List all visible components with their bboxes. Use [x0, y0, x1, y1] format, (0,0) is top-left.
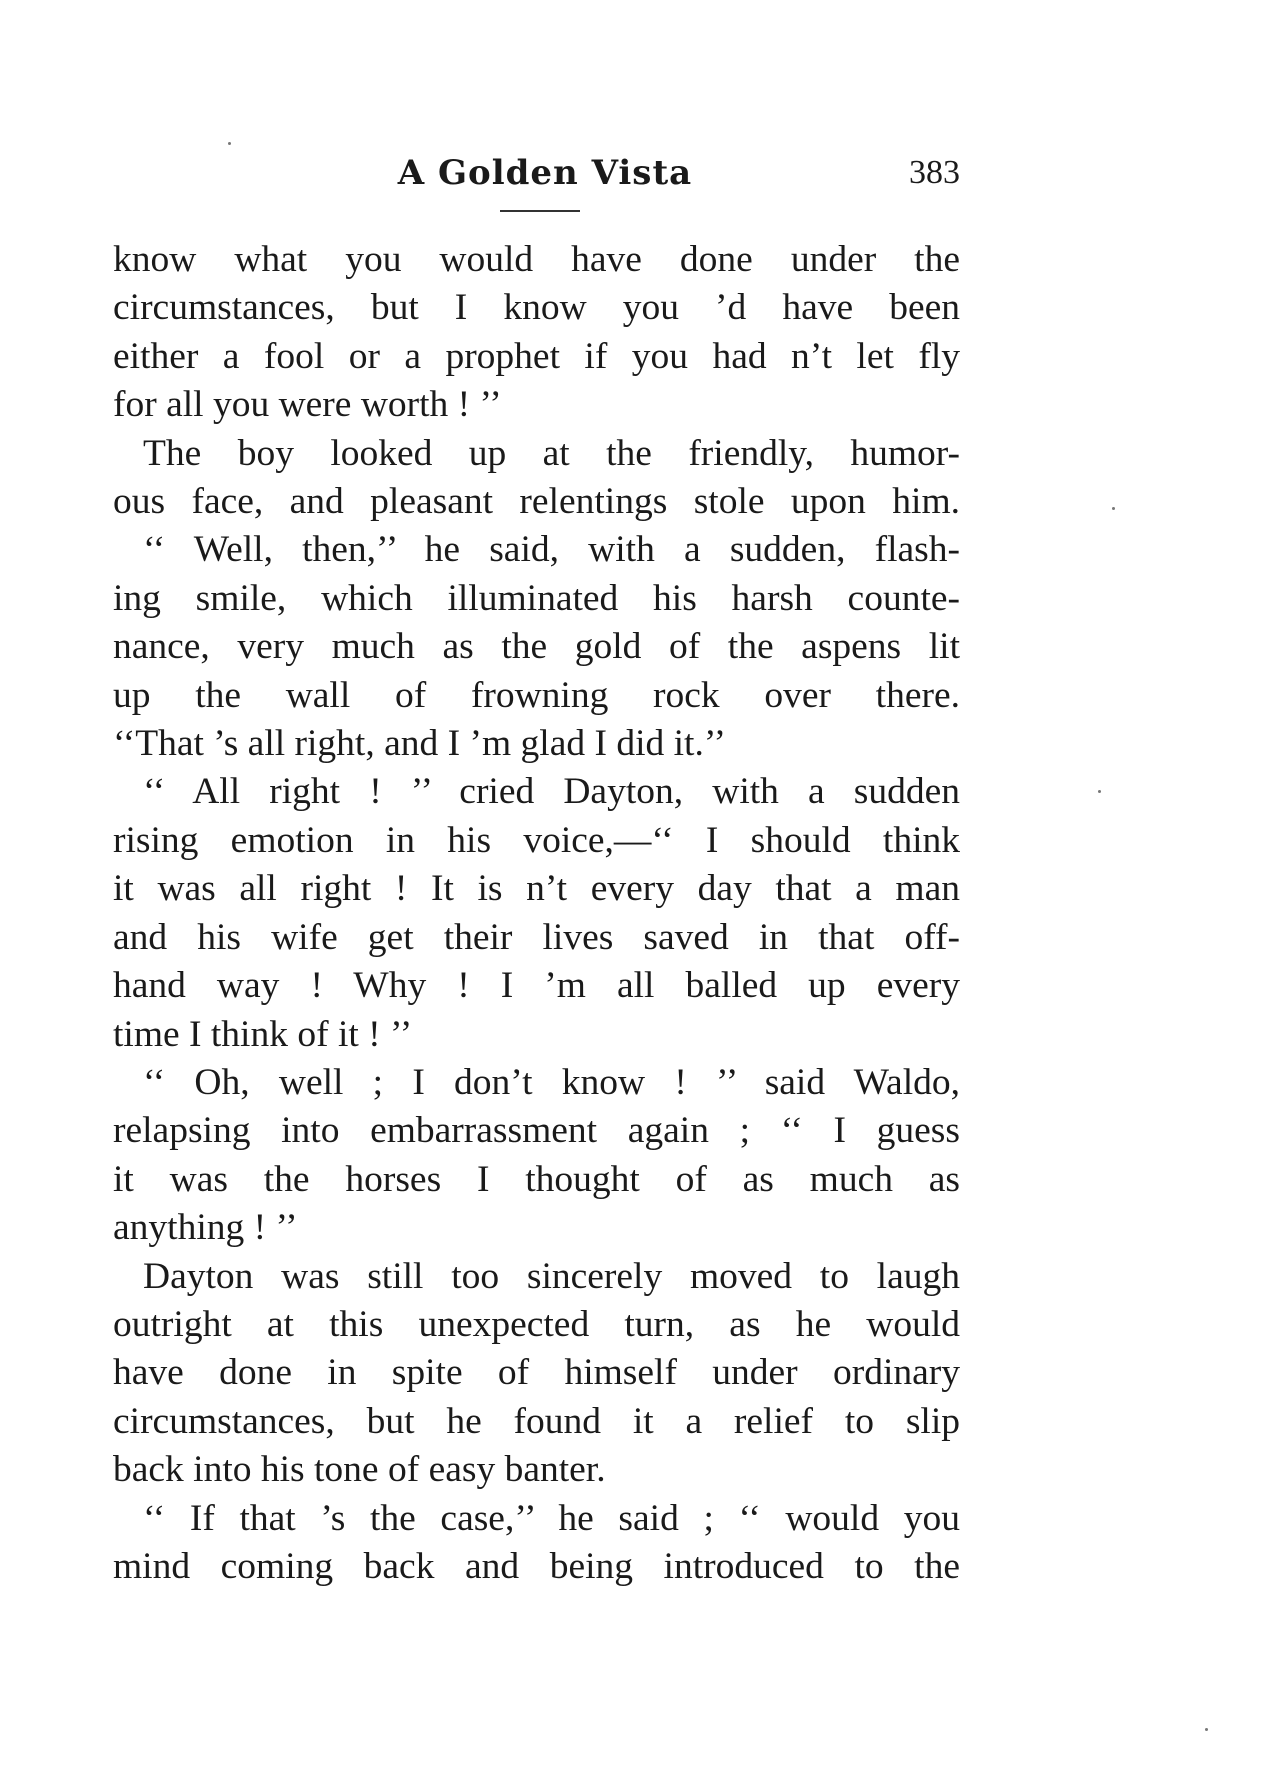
text-line: it was all right ! It is n’t every day that a man	[113, 868, 960, 910]
text-line: time I think of it ! ’’	[113, 1013, 413, 1055]
text-line: ing smile, which illuminated his harsh counte-	[113, 577, 960, 619]
text-line: rising emotion in his voice,—‘‘ I should think	[113, 819, 960, 861]
text-line: have done in spite of himself under ordinary	[113, 1352, 960, 1394]
text-line: it was the horses I thought of as much as	[113, 1158, 960, 1200]
text-line: either a fool or a prophet if you had n’t let fly	[113, 335, 960, 377]
text-line: ‘‘ Well, then,’’ he said, with a sudden, flash-	[143, 529, 960, 571]
text-line: circumstances, but I know you ’d have been	[113, 287, 960, 329]
paragraph	[113, 768, 960, 1058]
text-line: The boy looked up at the friendly, humor-	[143, 432, 960, 474]
text-line: ‘‘That ’s all right, and I ’m glad I did it.’’	[113, 723, 727, 765]
text-line: hand way ! Why ! I ’m all balled up every	[113, 965, 960, 1007]
text-line: anything ! ’’	[113, 1207, 298, 1249]
paragraph	[113, 1495, 960, 1592]
body-text	[113, 236, 960, 1591]
scan-speck	[1098, 790, 1101, 793]
text-line: outright at this unexpected turn, as he would	[113, 1303, 960, 1345]
paragraph	[113, 430, 960, 527]
text-line: relapsing into embarrassment again ; ‘‘ I guess	[113, 1110, 960, 1152]
text-line: nance, very much as the gold of the aspens lit	[113, 626, 960, 668]
text-line: Dayton was still too sincerely moved to laugh	[143, 1255, 960, 1297]
paragraph	[113, 1059, 960, 1253]
text-line: ‘‘ All right ! ’’ cried Dayton, with a sudden	[143, 771, 960, 813]
text-line: and his wife get their lives saved in that off-	[113, 916, 960, 958]
scan-speck	[1112, 507, 1115, 510]
text-line: ‘‘ If that ’s the case,’’ he said ; ‘‘ would you	[143, 1497, 960, 1539]
paragraph	[113, 526, 960, 768]
text-line: for all you were worth ! ’’	[113, 384, 502, 426]
text-line: ‘‘ Oh, well ; I don’t know ! ’’ said Waldo,	[143, 1061, 960, 1103]
scan-speck	[228, 142, 231, 145]
scan-speck	[1205, 1728, 1208, 1731]
text-line: circumstances, but he found it a relief to slip	[113, 1400, 960, 1442]
paragraph	[113, 1253, 960, 1495]
text-line: up the wall of frowning rock over there.	[113, 674, 960, 716]
page-number: 383	[909, 154, 960, 191]
header-rule	[500, 210, 580, 212]
text-line: ous face, and pleasant relentings stole upon him.	[113, 481, 960, 523]
paragraph	[113, 236, 960, 430]
text-line: back into his tone of easy banter.	[113, 1449, 606, 1491]
running-title: A Golden Vista	[397, 153, 693, 193]
text-line: mind coming back and being introduced to the	[113, 1545, 960, 1587]
text-line: know what you would have done under the	[113, 239, 960, 280]
